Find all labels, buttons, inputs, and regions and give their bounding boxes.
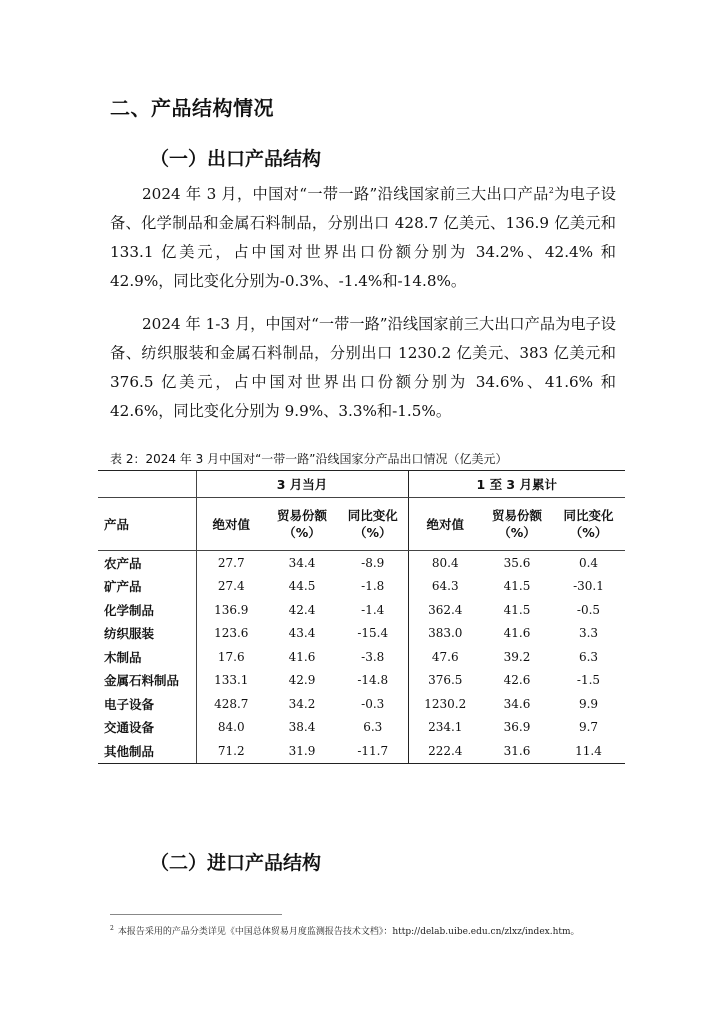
col-q1-share [482, 498, 552, 551]
cell-q1-abs: 47.6 [408, 645, 482, 669]
subsection-import-title: （二）进口产品结构 [150, 852, 322, 874]
paragraph-q1-text: 2024 年 1-3 月，中国对“一带一路”沿线国家前三大出口产品为电子设备、纺织服装和金属石料制品，分别出口 1230.2 亿美元、383 亿美元和 376.5 亿美元，占中国对世界出口份额分别为 34.6%、41.6% 和 42.6%，同比变化分别为 9.9%、3.3%和-1.5%。 [110, 315, 616, 420]
footnote [110, 922, 630, 939]
col-q1-share-unit: （%） [498, 525, 536, 540]
cell-march-abs: 27.7 [196, 551, 266, 575]
table-column-header [98, 498, 625, 551]
cell-q1-yoy: -30.1 [573, 579, 604, 594]
cell-q1-share: 41.6 [503, 626, 531, 641]
subsection-export-title: （一）出口产品结构 [150, 148, 322, 170]
cell-march-yoy: -11.7 [338, 739, 408, 763]
col-q1-share-label: 贸易份额 [491, 508, 542, 523]
cell-q1-share: 35.6 [503, 555, 531, 570]
cell-q1-abs: 362.4 [408, 598, 482, 622]
cell-q1-abs: 234.1 [408, 716, 482, 740]
cell-product: 金属石料制品 [104, 673, 180, 689]
cell-q1-abs: 64.3 [408, 575, 482, 599]
cell-march-yoy: -1.8 [361, 579, 385, 594]
table-caption: 表 2：2024 年 3 月中国对“一带一路”沿线国家分产品出口情况（亿美元） [110, 452, 508, 466]
table-row [98, 551, 625, 575]
group-march: 3 月当月 [196, 471, 408, 498]
cell-march-share: 34.2 [288, 696, 316, 711]
cell-q1-abs: 376.5 [408, 669, 482, 693]
table-corner [98, 471, 196, 498]
table-group-header [98, 471, 625, 498]
cell-q1-share: 36.9 [503, 720, 531, 735]
cell-q1-share: 39.2 [503, 649, 531, 664]
cell-march-abs: 71.2 [196, 739, 266, 763]
cell-q1-abs: 222.4 [408, 739, 482, 763]
cell-march-yoy: -15.4 [357, 626, 389, 641]
cell-q1-yoy: 9.7 [578, 720, 599, 735]
cell-march-share: 42.9 [288, 673, 316, 688]
cell-product: 交通设备 [104, 720, 155, 736]
cell-march-abs: 136.9 [196, 598, 266, 622]
cell-march-abs: 428.7 [196, 692, 266, 716]
cell-march-share: 44.5 [288, 579, 316, 594]
cell-q1-share: 34.6 [503, 696, 531, 711]
paragraph-march [110, 176, 616, 296]
cell-march-abs: 133.1 [196, 669, 266, 693]
table-row [98, 575, 625, 599]
cell-q1-abs: 383.0 [408, 622, 482, 646]
col-march-yoy-label: 同比变化 [347, 508, 398, 523]
col-march-yoy [338, 498, 408, 551]
footnote-text: 本报告采用的产品分类详见《中国总体贸易月度监测报告技术文档》：http://delab.uibe.edu.cn/zlxz/index.htm。 [117, 927, 580, 937]
col-march-yoy-unit: （%） [353, 525, 392, 540]
cell-product: 纺织服装 [104, 626, 155, 642]
cell-q1-share: 31.6 [482, 739, 552, 763]
cell-q1-yoy: 3.3 [578, 626, 599, 641]
cell-march-yoy: 6.3 [363, 720, 383, 735]
cell-q1-yoy: -0.5 [576, 602, 601, 617]
cell-q1-abs: 80.4 [408, 551, 482, 575]
footnote-ref[interactable]: 2 [548, 186, 554, 195]
table-row [98, 739, 625, 763]
table-row [98, 645, 625, 669]
footnote-number: 2 [110, 925, 114, 932]
col-march-abs: 绝对值 [196, 498, 266, 551]
cell-march-abs: 84.0 [196, 716, 266, 740]
cell-q1-yoy: 0.4 [578, 555, 599, 570]
cell-q1-share: 41.5 [503, 579, 531, 594]
cell-q1-share: 42.6 [503, 673, 531, 688]
cell-q1-abs: 1230.2 [408, 692, 482, 716]
cell-product: 矿产品 [104, 579, 142, 595]
cell-q1-yoy: 6.3 [578, 649, 599, 664]
cell-march-yoy: -1.4 [361, 602, 385, 617]
col-march-share-unit: （%） [283, 525, 321, 540]
table-row [98, 622, 625, 646]
col-q1-yoy-unit: （%） [569, 525, 608, 540]
cell-q1-yoy: 9.9 [578, 696, 599, 711]
cell-march-share: 42.4 [288, 602, 316, 617]
col-q1-yoy-label: 同比变化 [563, 508, 614, 523]
cell-q1-share: 41.5 [503, 602, 531, 617]
table-row [98, 669, 625, 693]
cell-product: 其他制品 [98, 739, 196, 763]
cell-march-yoy: -0.3 [361, 696, 385, 711]
cell-march-yoy: -8.9 [361, 555, 385, 570]
col-march-share-label: 贸易份额 [276, 508, 327, 523]
table-row [98, 598, 625, 622]
cell-q1-yoy: -1.5 [576, 673, 601, 688]
cell-march-yoy: -3.8 [361, 649, 385, 664]
cell-march-abs: 123.6 [196, 622, 266, 646]
cell-march-share: 38.4 [288, 720, 316, 735]
paragraph-march-part1: 2024 年 3 月，中国对“一带一路”沿线国家前三大出口产品 [142, 185, 549, 203]
col-march-share [266, 498, 338, 551]
cell-march-share: 34.4 [288, 555, 316, 570]
cell-march-share: 43.4 [288, 626, 316, 641]
cell-product: 电子设备 [104, 696, 155, 712]
group-q1: 1 至 3 月累计 [408, 471, 625, 498]
table-row [98, 692, 625, 716]
cell-march-yoy: -14.8 [357, 673, 389, 688]
table-row [98, 716, 625, 740]
export-table [98, 470, 625, 764]
cell-q1-yoy: 11.4 [552, 739, 625, 763]
footnote-divider [110, 914, 282, 915]
col-product: 产品 [98, 498, 196, 551]
paragraph-march-part2: 为电子设备、化学制品和金属石料制品，分别出口 428.7 亿美元、136.9 亿美元和 133.1 亿美元，占中国对世界出口份额分别为 34.2%、42.4% 和 42.9%，同比变化分别为-0.3%、-1.4%和-14.8%。 [110, 185, 616, 290]
col-q1-yoy [552, 498, 625, 551]
section-title: 二、产品结构情况 [110, 96, 274, 120]
cell-march-abs: 17.6 [196, 645, 266, 669]
table-body [98, 551, 625, 764]
cell-product: 木制品 [104, 649, 142, 665]
cell-march-share: 31.9 [266, 739, 338, 763]
cell-march-abs: 27.4 [196, 575, 266, 599]
cell-product: 化学制品 [104, 602, 155, 618]
col-q1-abs: 绝对值 [408, 498, 482, 551]
cell-product: 农产品 [104, 555, 142, 571]
cell-march-share: 41.6 [288, 649, 316, 664]
paragraph-q1 [110, 310, 616, 426]
